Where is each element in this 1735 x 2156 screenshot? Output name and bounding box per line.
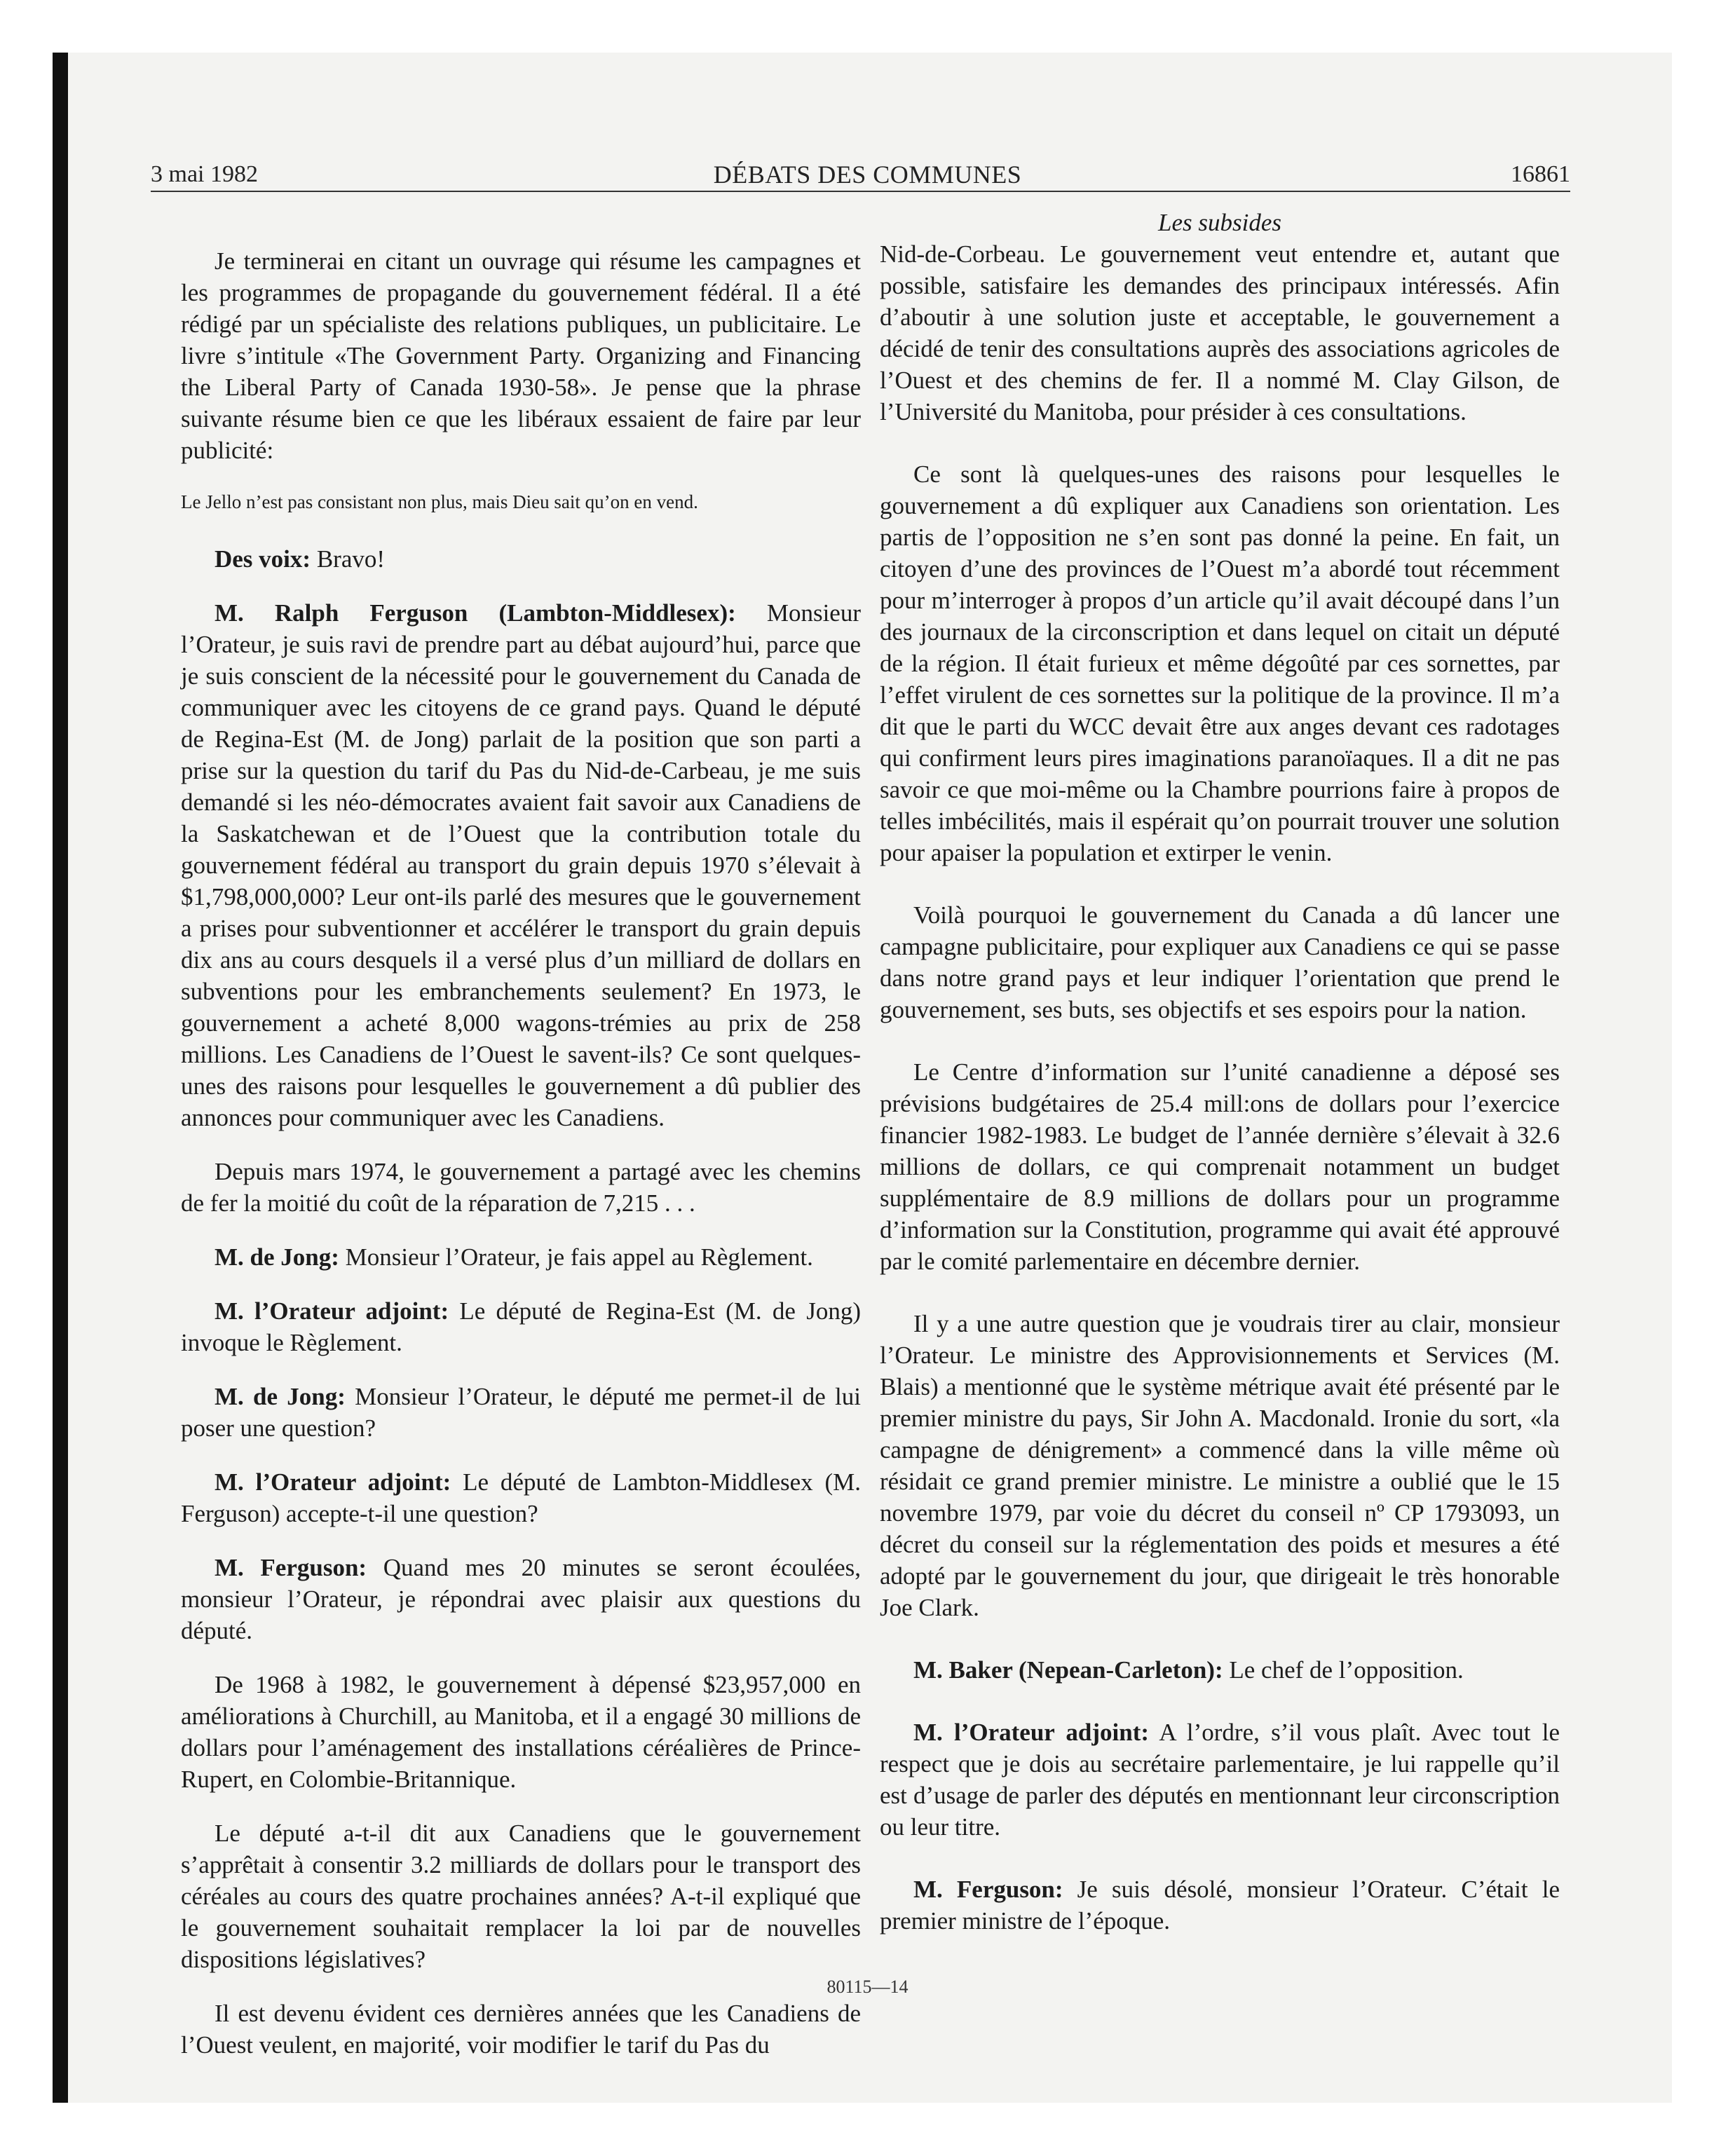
speech-text: Monsieur l’Orateur, je fais appel au Règlement.	[339, 1243, 813, 1271]
paragraph	[880, 1717, 1560, 1843]
speaker-name: M. Ralph Ferguson (Lambton-Middlesex):	[215, 599, 736, 627]
header-page-number: 16861	[1511, 161, 1570, 187]
speaker-name: M. de Jong:	[215, 1383, 346, 1410]
speech-text: Quand mes 20 minutes se seront écoulées, monsieur l’Orateur, je répondrai avec plaisir aux questions du député.	[181, 1554, 861, 1644]
running-head: Les subsides	[1158, 209, 1281, 236]
paragraph	[880, 1874, 1560, 1937]
paragraph: Il y a une autre question que je voudrais tirer au clair, monsieur l’Orateur. Le ministre des Approvisionnements et Services (M. Blais) a mentionné que le système métrique avait été présenté par le premier ministre du pays, Sir John A. Macdonald. Ironie du sort, «la campagne de dénigrement» a commencé dans la ville même où résidait ce grand premier ministre. Le ministre a oublié que le 15 novembre 1979, par voie du décret du conseil nº CP 1793093, un décret du conseil sur la réglementation des poids et mesures a été adopté par le gouvernement du jour, que dirigeait le très honorable Joe Clark.	[880, 1310, 1560, 1621]
paragraph: Depuis mars 1974, le gouvernement a partagé avec les chemins de fer la moitié du coût de la réparation de 7,215 . . .	[181, 1158, 861, 1217]
paragraph: Ce sont là quelques-unes des raisons pour lesquelles le gouvernement a dû expliquer aux Canadiens son orientation. Les partis de l’opposition ne s’en sont pas donné la peine. En fait, un citoyen d’une des provinces de l’Ouest m’a abordé tout récemment pour m’interroger à propos d’un article qu’il avait découpé dans l’un des journaux de la circonscription et dans lequel on citait un député de la région. Il était furieux et même dégoûté par ces sornettes, par l’effet virulent de ces sornettes sur la politique de la province. Il m’a dit que le parti du WCC devait être aux anges devant ces radotages qui confirment leurs pires imaginations paranoïaques. Il a dit ne pas savoir ce que moi-même ou la Chambre pourrions faire à propos de telles imbécilités, mais il espérait qu’on pourrait trouver une solution pour apaiser la population et extirper le venin.	[880, 460, 1560, 866]
speaker-name: M. l’Orateur adjoint:	[215, 1468, 451, 1496]
paragraph	[181, 1552, 861, 1646]
paragraph: Le député a-t-il dit aux Canadiens que le gouvernement s’apprêtait à consentir 3.2 milliards de dollars pour le transport des céréales au cours des quatre prochaines années? A-t-il expliqué que le gouvernement souhaitait remplacer la loi par de nouvelles dispositions législatives?	[181, 1820, 861, 1973]
footer-code: 80115—14	[826, 1977, 909, 1997]
paragraph: Nid-de-Corbeau. Le gouvernement veut entendre et, autant que possible, satisfaire les demandes des principaux intéressés. Afin d’aboutir à une solution juste et acceptable, le gouvernement a décidé de tenir des consultations auprès des associations agricoles de l’Ouest et des chemins de fer. Il a nommé M. Clay Gilson, de l’Université du Manitoba, pour présider à ces consultations.	[880, 240, 1560, 425]
header-rule	[151, 191, 1570, 192]
speech-text: Le député de Regina-Est (M. de Jong) invoque le Règlement.	[181, 1297, 861, 1356]
block-quote: Le Jello n’est pas consistant non plus, mais Dieu sait qu’on en vend.	[181, 491, 698, 512]
speaker-name: M. Ferguson:	[215, 1554, 367, 1581]
speaker-name: M. l’Orateur adjoint:	[215, 1297, 449, 1325]
paragraph: Il est devenu évident ces dernières années que les Canadiens de l’Ouest veulent, en majorité, voir modifier le tarif du Pas du	[181, 2000, 861, 2059]
speech-text: A l’ordre, s’il vous plaît. Avec tout le respect que je dois au secrétaire parlementaire, je lui rappelle qu’il est d’usage de parler des députés en mentionnant leur circonscription ou leur titre.	[880, 1719, 1560, 1841]
paragraph	[181, 1241, 861, 1273]
speaker-name: M. Baker (Nepean-Carleton):	[913, 1656, 1223, 1684]
paragraph: De 1968 à 1982, le gouvernement à dépensé $23,957,000 en améliorations à Churchill, au Manitoba, et il a engagé 30 millions de dollars pour l’aménagement des installations céréalières de Prince-Rupert, en Colombie-Britannique.	[181, 1671, 861, 1793]
header-title: DÉBATS DES COMMUNES	[713, 161, 1022, 189]
speech-text: Monsieur l’Orateur, le député me permet-il de lui poser une question?	[181, 1383, 861, 1442]
speech-text: Je suis désolé, monsieur l’Orateur. C’était le premier ministre de l’époque.	[880, 1876, 1560, 1935]
paragraph	[181, 1466, 861, 1529]
paragraph: Je terminerai en citant un ouvrage qui résume les campagnes et les programmes de propagande du gouvernement fédéral. Il a été rédigé par un spécialiste des relations publiques, un publicitaire. Le livre s’intitule «The Government Party. Organizing and Financing the Liberal Party of Canada 1930-58». Je pense que la phrase suivante résume bien ce que les libéraux essaient de faire par leur publicité:	[181, 247, 861, 464]
speaker-name: M. de Jong:	[215, 1243, 339, 1271]
paragraph	[181, 597, 861, 1133]
paragraph	[181, 543, 861, 575]
speaker-name: M. Ferguson:	[913, 1876, 1063, 1903]
binding-edge	[53, 53, 68, 2103]
speaker-name: Des voix:	[215, 545, 311, 573]
speech-text: Bravo!	[311, 545, 386, 573]
paragraph	[181, 1295, 861, 1358]
speaker-name: M. l’Orateur adjoint:	[913, 1719, 1150, 1746]
paragraph	[181, 1381, 861, 1444]
paragraph	[880, 1654, 1560, 1686]
header-date: 3 mai 1982	[151, 161, 258, 187]
speech-text: Le chef de l’opposition.	[1223, 1656, 1464, 1684]
paragraph: Le Centre d’information sur l’unité canadienne a déposé ses prévisions budgétaires de 25.4 mill:ons de dollars pour l’exercice financier 1982-1983. Le budget de l’année dernière s’élevait à 32.6 millions de dollars, ce qui comprenait notamment un budget supplémentaire de 8.9 millions de dollars pour un programme d’information sur la Constitution, programme qui avait été approuvé par le comité parlementaire en décembre dernier.	[880, 1058, 1560, 1275]
speech-text: Monsieur l’Orateur, je suis ravi de prendre part au débat aujourd’hui, parce que je suis conscient de la nécessité pour le gouvernement du Canada de communiquer avec les citoyens de ce grand pays. Quand le député de Regina-Est (M. de Jong) parlait de la position que son parti a prise sur la question du tarif du Pas du Nid-de-Carbeau, je me suis demandé si les néo-démocrates avaient fait savoir aux Canadiens de la Saskatchewan et de l’Ouest que la contribution totale du gouvernement fédéral au transport du grain depuis 1970 s’élevait à $1,798,000,000? Leur ont-ils parlé des mesures que le gouvernement a prises pour subventionner et accélérer le transport du grain depuis dix ans au cours desquels il a versé plus d’un milliard de dollars en subventions pour les embranchements seulement? En 1973, le gouvernement a acheté 8,000 wagons-trémies au prix de 258 millions. Les Canadiens de l’Ouest le savent-ils? Ce sont quelques-unes des raisons pour lesquelles le gouvernement a dû publier des annonces pour communiquer avec les Canadiens.	[181, 599, 861, 1131]
right-column	[880, 207, 1560, 1959]
paragraph: Voilà pourquoi le gouvernement du Canada a dû lancer une campagne publicitaire, pour expliquer aux Canadiens ce qui se passe dans notre grand pays et leur indiquer l’orientation que prend le gouvernement, ses buts, ses objectifs et ses espoirs pour la nation.	[880, 901, 1560, 1023]
left-column	[181, 245, 861, 2083]
speech-text: Le député de Lambton-Middlesex (M. Ferguson) accepte-t-il une question?	[181, 1468, 861, 1527]
